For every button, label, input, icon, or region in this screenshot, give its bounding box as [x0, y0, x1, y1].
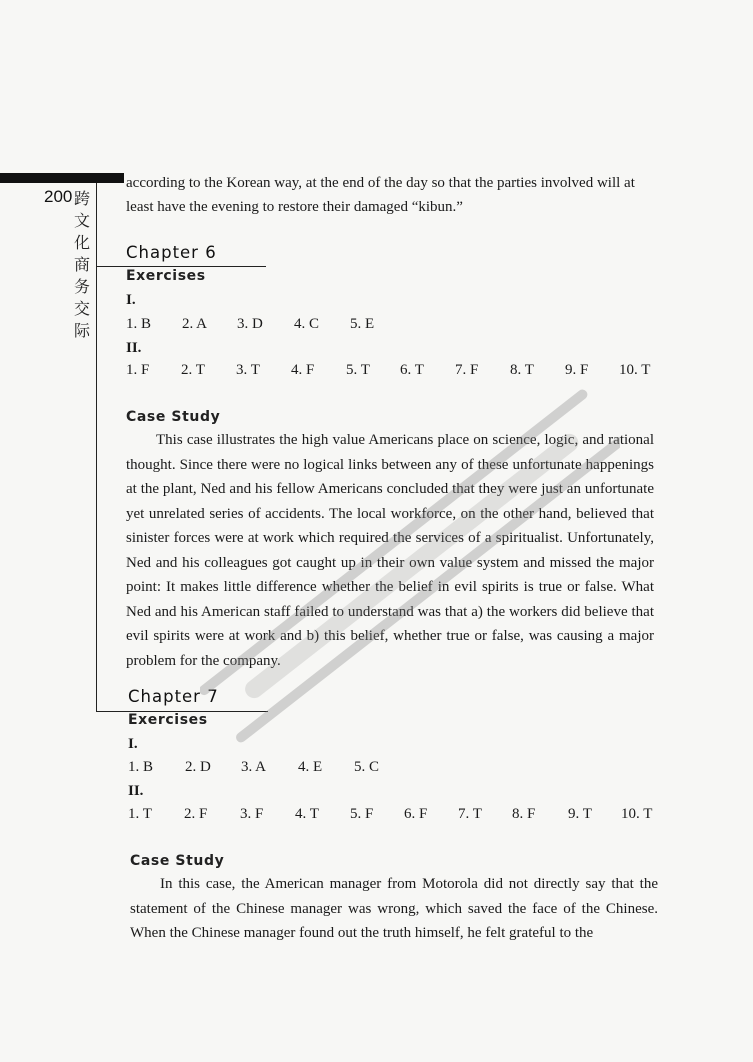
- chapter-7-case-study-label: Case Study: [130, 853, 225, 869]
- ch6-tf-answer: 6. T: [400, 362, 424, 378]
- ch7-tf-answer: 2. F: [184, 806, 208, 822]
- ch6-tf-answer: 2. T: [181, 362, 205, 378]
- chapter-6-case-study-text: This case illustrates the high value Americans place on science, logic, and rational thought. Since there were no logical links between any of these unfortunate happenings at the plant, Ned and his fellow Americans concluded that they were just an unfortunate yet unrelated series of accidents. The local workforce, on the other hand, believed that sinister forces were at work which required the services of a spiritualist. Unfortunately, Ned and his colleagues got caught up in their own value system and missed the major point: It makes little difference whether the belief in evil spirits is true or false. What Ned and his American staff failed to understand was that a) the workers did believe that evil spirits were at work and b) this belief, whether true or false, was causing a major problem for the company.: [126, 432, 654, 669]
- book-title-char: 跨: [73, 189, 90, 208]
- margin-vertical-rule: [96, 183, 97, 712]
- ch6-answer: 4. C: [294, 316, 320, 332]
- ch6-tf-answer: 8. T: [510, 362, 534, 378]
- ch6-tf-answer: 4. F: [291, 362, 315, 378]
- chapter-6-exercises-label: Exercises: [126, 268, 206, 284]
- book-title-char: 务: [73, 277, 90, 296]
- ch6-answer: 3. D: [237, 316, 263, 332]
- continuation-line-1: according to the Korean way, at the end of the day so that the parties involved will at: [126, 175, 635, 191]
- margin-header-bar: [0, 173, 124, 183]
- ch7-answer: 4. E: [298, 759, 323, 775]
- chapter-6-case-study-label: Case Study: [126, 409, 221, 425]
- chapter-7-exercises-label: Exercises: [128, 712, 208, 728]
- book-title-char: 际: [73, 321, 90, 340]
- ch6-tf-answer: 10. T: [619, 362, 651, 378]
- continuation-line-2: least have the evening to restore their damaged “kibun.”: [126, 199, 463, 215]
- book-title-vertical: [72, 188, 92, 342]
- chapter-6-part-2-label: II.: [126, 340, 142, 356]
- ch6-tf-answer: 5. T: [346, 362, 370, 378]
- ch7-tf-answer: 4. T: [295, 806, 319, 822]
- ch7-tf-answer: 1. T: [128, 806, 152, 822]
- ch7-tf-answer: 10. T: [621, 806, 653, 822]
- ch6-tf-answer: 1. F: [126, 362, 150, 378]
- ch6-answer: 1. B: [126, 316, 152, 332]
- chapter-7-part-1-label: I.: [128, 736, 138, 752]
- ch7-tf-answer: 3. F: [240, 806, 264, 822]
- ch7-answer: 3. A: [241, 759, 267, 775]
- chapter-7-part-2-label: II.: [128, 783, 144, 799]
- book-title-char: 化: [73, 233, 90, 252]
- ch7-tf-answer: 6. F: [404, 806, 428, 822]
- chapter-6-heading: Chapter 6: [126, 243, 217, 262]
- ch7-tf-answer: 9. T: [568, 806, 592, 822]
- chapter-6-rule: [96, 266, 266, 267]
- chapter-7-heading: Chapter 7: [128, 687, 219, 706]
- ch6-answer: 5. E: [350, 316, 375, 332]
- ch6-answer: 2. A: [182, 316, 208, 332]
- ch7-answer: 2. D: [185, 759, 211, 775]
- ch7-tf-answer: 8. F: [512, 806, 536, 822]
- ch7-answer: 5. C: [354, 759, 380, 775]
- ch6-tf-answer: 3. T: [236, 362, 260, 378]
- page-number: 200: [44, 187, 73, 206]
- ch6-tf-answer: 9. F: [565, 362, 589, 378]
- chapter-6-part-1-label: I.: [126, 292, 136, 308]
- ch7-tf-answer: 5. F: [350, 806, 374, 822]
- ch7-answer: 1. B: [128, 759, 154, 775]
- ch6-tf-answer: 7. F: [455, 362, 479, 378]
- ch7-tf-answer: 7. T: [458, 806, 482, 822]
- chapter-7-case-study-text: In this case, the American manager from Motorola did not directly say that the statement of the Chinese manager was wrong, which saved the face of the Chinese. When the Chinese manager found out the truth himself, he felt grateful to the: [130, 876, 658, 941]
- book-title-char: 文: [73, 211, 90, 230]
- book-title-char: 商: [73, 255, 90, 274]
- book-title-char: 交: [73, 299, 90, 318]
